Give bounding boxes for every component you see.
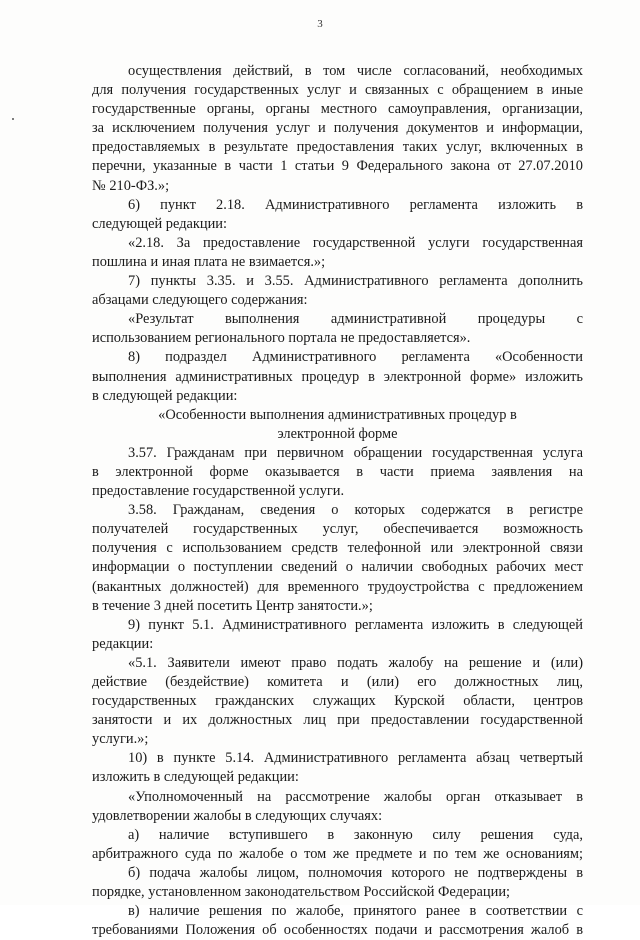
text-line: государственных гражданских служащих Курской области, центров <box>92 693 583 710</box>
document-body <box>92 62 583 940</box>
text-line: 3.58. Гражданам, сведения о которых содержатся в регистре <box>128 502 583 519</box>
text-line: перечни, указанные в части 1 статьи 9 Федерального закона от 27.07.2010 <box>92 158 583 175</box>
margin-speck <box>12 118 14 120</box>
text-line: 8) подраздел Административного регламента «Особенности <box>128 349 583 366</box>
text-line: в электронной форме оказывается в части приема заявления на <box>92 463 583 480</box>
text-line: государственные органы, органы местного самоуправления, организации, <box>92 101 583 118</box>
text-line: б) подача жалобы лицом, полномочия которого не подтверждены в <box>128 864 583 881</box>
text-line: (вакантных должностей) для временного трудоустройства с предложением <box>92 578 583 595</box>
text-line: предоставляемых в результате предоставления таких услуг, включенных в <box>92 139 583 156</box>
text-line: «Результат выполнения административной процедуры с <box>128 311 583 328</box>
page-number: 3 <box>317 18 323 30</box>
text-line: следующей редакции: <box>92 215 227 232</box>
text-line: «Уполномоченный на рассмотрение жалобы орган отказывает в <box>128 788 583 805</box>
text-line: осуществления действий, в том числе согласований, необходимых <box>128 63 583 79</box>
text-line: изложить в следующей редакции: <box>92 769 299 786</box>
text-line: арбитражного суда по жалобе о том же предмете и по тем же основаниям; <box>92 845 583 862</box>
text-line: «5.1. Заявители имеют право подать жалобу на решение и (или) <box>128 654 583 671</box>
text-line: для получения государственных услуг и связанных с обращением в иные <box>92 82 583 99</box>
text-line: редакции: <box>92 635 154 652</box>
text-line: действие (бездействие) комитета и (или) его должностных лиц, <box>92 674 583 690</box>
text-line: 6) пункт 2.18. Административного регламента изложить в <box>128 196 583 213</box>
text-line: занятости и их должностных лиц при предоставлении государственной <box>92 712 583 729</box>
text-line: пошлина и иная плата не взимается.»; <box>92 253 326 270</box>
text-line: предоставление государственной услуги. <box>92 483 345 500</box>
text-line: «2.18. За предоставление государственной услуги государственная <box>128 234 583 251</box>
text-line: в) наличие решения по жалобе, принятого ранее в соответствии с <box>128 903 583 920</box>
text-line: 9) пункт 5.1. Административного регламента изложить в следующей <box>128 616 583 633</box>
text-line: а) наличие вступившего в законную силу решения суда, <box>128 826 583 843</box>
text-line: за исключением получения услуг и получения документов и информации, <box>92 120 583 137</box>
text-line: удовлетворении жалобы в следующих случаях: <box>92 807 383 824</box>
text-line: использованием регионального портала не предоставляется». <box>92 330 471 347</box>
text-line: получения с использованием средств телефонной или электронной связи <box>92 540 583 557</box>
text-line: в следующей редакции: <box>92 387 238 404</box>
text-line: № 210-ФЗ.»; <box>92 177 170 194</box>
text-line: получателей государственных услуг, обеспечивается возможность <box>92 521 583 538</box>
text-line: 3.57. Гражданам при первичном обращении государственная услуга <box>128 444 583 461</box>
text-line: 7) пункты 3.35. и 3.55. Административного регламента дополнить <box>128 273 583 290</box>
text-line: электронной форме <box>277 425 398 442</box>
text-line: услуги.»; <box>92 731 149 748</box>
text-line: выполнения административных процедур в электронной форме» изложить <box>92 368 583 385</box>
text-line: абзацами следующего содержания: <box>92 292 308 309</box>
text-line: в течение 3 дней посетить Центр занятости.»; <box>92 597 373 614</box>
text-line: 10) в пункте 5.14. Административного регламента абзац четвертый <box>128 750 583 767</box>
text-line: «Особенности выполнения административных процедур в <box>158 406 517 423</box>
text-line: порядке, установленном законодательством Российской Федерации; <box>92 884 511 901</box>
text-line: информации о поступлении сведений о наличии свободных рабочих мест <box>92 559 583 576</box>
text-line: требованиями Положения об особенностях подачи и рассмотрения жалоб в <box>92 922 583 939</box>
